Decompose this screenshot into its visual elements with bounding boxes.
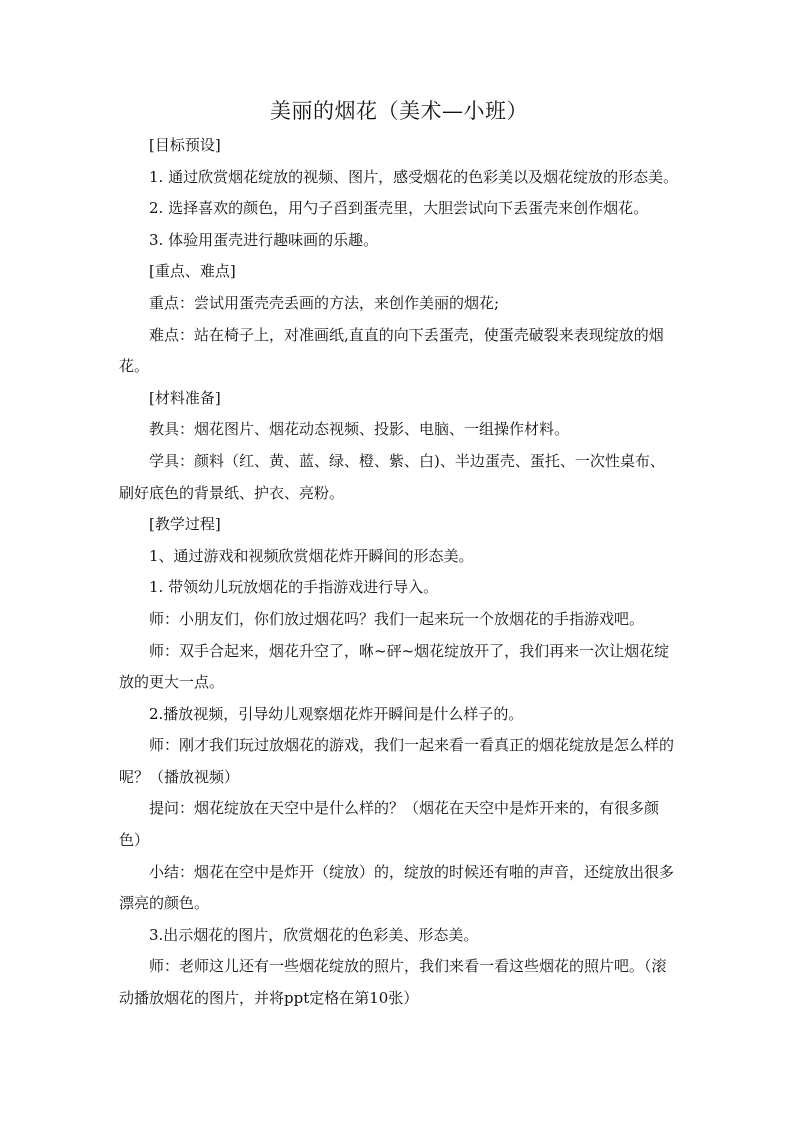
process-item: 1、通过游戏和视频欣赏烟花炸开瞬间的形态美。 (149, 546, 474, 565)
document-body (119, 96, 679, 1015)
process-item: 提问：烟花绽放在天空中是什么样的？（烟花在天空中是炸开来的，有很多颜色） (119, 799, 660, 850)
document-title: 美丽的烟花（美术—小班） (270, 99, 528, 123)
process-item: 1. 带领幼儿玩放烟花的手指游戏进行导入。 (149, 578, 439, 597)
goal-item: 1. 通过欣赏烟花绽放的视频、图片，感受烟花的色彩美以及烟花绽放的形态美。 (149, 167, 679, 186)
key-point-item: 难点：站在椅子上，对准画纸,直直的向下丢蛋壳，使蛋壳破裂来表现绽放的烟花。 (119, 325, 664, 376)
process-item: 师：双手合起来，烟花升空了，咻~砰~烟花绽放开了，我们再来一次让烟花绽放的更大一点。 (119, 641, 670, 692)
key-point-item: 重点：尝试用蛋壳壳丢画的方法，来创作美丽的烟花; (149, 293, 500, 312)
process-item: 2.播放视频，引导幼儿观察烟花炸开瞬间是什么样子的。 (149, 704, 524, 723)
process-item: 师：刚才我们玩过放烟花的游戏，我们一起来看一看真正的烟花绽放是怎么样的呢？（播放视频） (119, 736, 675, 786)
goal-item: 2. 选择喜欢的颜色，用勺子舀到蛋壳里，大胆尝试向下丢蛋壳来创作烟花。 (149, 199, 649, 218)
section-heading-key-points: [重点、难点] (149, 262, 236, 281)
material-item: 教具：烟花图片、烟花动态视频、投影、电脑、一组操作材料。 (149, 420, 570, 439)
material-item: 学具：颜料（红、黄、蓝、绿、橙、紫、白)、半边蛋壳、蛋托、一次性桌布、刷好底色的背景纸、护衣、亮粉。 (119, 451, 665, 502)
section-heading-process: [教学过程] (149, 515, 221, 534)
process-item: 3.出示烟花的图片，欣赏烟花的色彩美、形态美。 (149, 925, 479, 944)
goal-item: 3. 体验用蛋壳进行趣味画的乐趣。 (149, 230, 379, 249)
process-item: 师：小朋友们，你们放过烟花吗？我们一起来玩一个放烟花的手指游戏吧。 (149, 609, 645, 628)
process-item: 小结：烟花在空中是炸开（绽放）的，绽放的时候还有啪的声音，还绽放出很多漂亮的颜色。 (119, 862, 675, 913)
section-heading-materials: [材料准备] (149, 388, 221, 407)
section-heading-goals: [目标预设] (149, 136, 221, 154)
process-item: 师：老师这儿还有一些烟花绽放的照片，我们来看一看这些烟花的照片吧。（滚动播放烟花的图片，并将ppt定格在第10张） (119, 957, 667, 1008)
